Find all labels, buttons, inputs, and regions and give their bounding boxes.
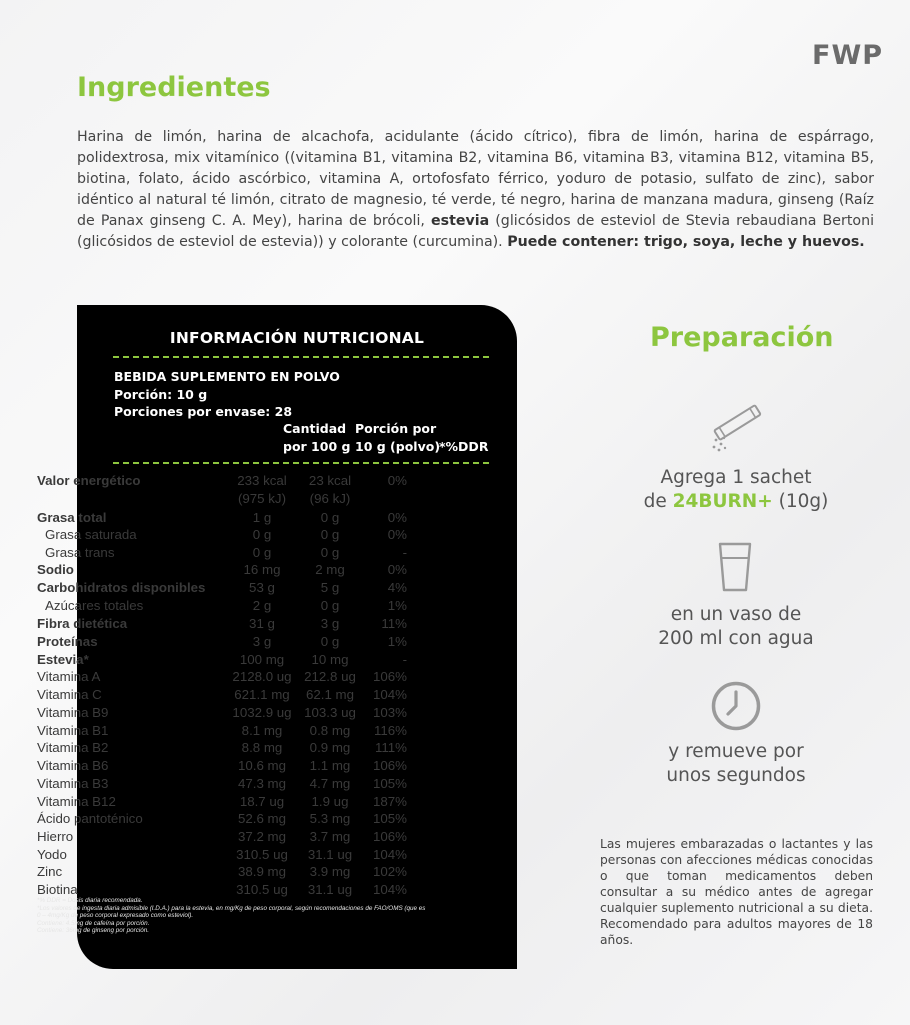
nutrient-name: Biotina [37,882,78,897]
footnote: *Los valores de ingesta diaria admisible (I.D.A.) para la estevia, en mg/Kg de peso corporal, según recomendaciones de FAO/OMS (que es 0 – 4mg/Kg de peso corporal expresado como esteviol). [37,904,426,920]
amount-per-portion: 1.9 ug [311,794,349,809]
amount-per-100g: 0 g [252,527,272,542]
ddr-percent: 103% [372,705,407,720]
amount-per-100g: (975 kJ) [237,491,287,506]
ingredients-text-a: Harina de limón, harina de alcachofa, acidulante (ácido cítrico), fibra de limón, harina de espárrago, polidextrosa, mix vitamínico ((vitamina B1, vitamina B2, vitamina B6, vitamina B3, vitamina B12, vitamina B5, biotina, folato, ácido ascórbico, vitamina A, ortofosfato férrico, yoduro de potasio, sulfato de zinc), sabor idéntico al natural té limón, citrato de magnesio, té verde, té negro, harina de manzana madura, ginseng (Raíz de Panax ginseng C. A. Mey), harina de brócoli, [77,129,874,229]
ddr-percent: 111% [374,740,407,755]
amount-per-100g: 53 g [249,580,275,595]
ddr-percent: 106% [372,829,407,844]
nutrition-row [37,829,417,847]
amount-per-100g: 233 kcal [237,473,287,488]
nutrition-row [37,616,417,634]
amount-per-portion: 212.8 ug [304,669,356,684]
divider-header [113,462,489,464]
col-header-amount [283,420,350,456]
nutrient-name: Grasa total [37,510,107,525]
amount-per-100g: 8.1 mg [241,723,283,738]
nutrient-name: Carbohidratos disponibles [37,580,206,595]
nutrient-name: Vitamina C [37,687,102,702]
col-header-ddr: *%DDR [439,439,489,454]
amount-per-portion: 31.1 ug [307,882,353,897]
ingredients-bold-stevia: estevia [431,213,490,229]
nutrient-name: Vitamina B6 [37,758,109,773]
ddr-percent: 0% [387,562,407,577]
ddr-percent: 11% [381,616,407,631]
col-header-portion-line2: 10 g (polvo) [355,439,441,454]
step-2-line2: 200 ml con agua [658,628,814,649]
col-header-portion [355,420,440,456]
ddr-percent: 0% [387,473,407,488]
nutrient-name: Azúcares totales [45,598,144,613]
amount-per-100g: 2 g [252,598,272,613]
ddr-percent: 104% [372,687,407,702]
nutrition-row [37,634,417,652]
amount-per-portion: (96 kJ) [309,491,351,506]
clock-icon [710,680,762,732]
amount-per-100g: 310.5 ug [236,847,288,862]
ddr-percent: 105% [372,811,407,826]
amount-per-portion: 0.8 mg [309,723,351,738]
amount-per-100g: 1032.9 ug [232,705,292,720]
ddr-percent: 1% [387,634,407,649]
divider-top [113,356,489,358]
ddr-percent: 116% [373,723,407,738]
nutrient-name: Vitamina B12 [37,794,116,809]
nutrition-row [37,580,417,598]
nutrient-name: Valor energético [37,473,141,488]
amount-per-100g: 52.6 mg [237,811,287,826]
amount-per-100g: 37.2 mg [237,829,287,844]
amount-per-100g: 3 g [252,634,272,649]
ingredients-allergens: Puede contener: trigo, soya, leche y huevos. [507,234,865,250]
amount-per-portion: 5 g [320,580,340,595]
col-header-amount-line2: por 100 g [283,439,351,454]
step-3-line1: y remueve por [668,741,804,762]
nutrition-row [37,491,417,509]
amount-per-100g: 2128.0 ug [232,669,292,684]
step-1-line2 [600,490,872,514]
ddr-percent: - [402,545,407,560]
nutrition-row [37,758,417,776]
nutrient-name: Yodo [37,847,67,862]
amount-per-portion: 4.7 mg [309,776,351,791]
amount-per-portion: 5.3 mg [309,811,351,826]
amount-per-portion: 0.9 mg [309,740,351,755]
nutrition-row [37,669,417,687]
ddr-percent: - [402,652,407,667]
ingredients-text-c: (glicósidos de esteviol de Stevia rebaudiana Bertoni (glicósidos de esteviol de estevia)) y colorante (curcumina). [77,213,875,250]
nutrient-name: Vitamina B3 [37,776,109,791]
nutrition-row [37,545,417,563]
nutrition-row [37,847,417,865]
footnote: Contiene: 36mg de ginseng por porción. [37,927,150,935]
amount-per-100g: 18.7 ug [239,794,285,809]
amount-per-100g: 100 mg [239,652,285,667]
nutrition-row [37,687,417,705]
col-header-amount-line1: Cantidad [283,421,347,436]
ddr-percent: 106% [372,669,407,684]
step-1-product: 24BURN+ [672,491,773,512]
step-1-text [600,466,872,514]
nutrient-name: Vitamina B1 [37,723,109,738]
ddr-percent: 104% [372,847,407,862]
nutrition-row [37,723,417,741]
ddr-percent: 102% [372,864,407,879]
nutrition-title: INFORMACIÓN NUTRICIONAL [169,329,425,347]
amount-per-100g: 1 g [252,510,272,525]
amount-per-100g: 47.3 mg [237,776,287,791]
nutrient-name: Estevia* [37,652,89,667]
nutrient-name: Grasa saturada [45,527,137,542]
amount-per-100g: 31 g [249,616,275,631]
nutrition-row [37,705,417,723]
amount-per-portion: 0 g [320,527,340,542]
health-warning: Las mujeres embarazadas o lactantes y las personas con afecciones médicas conocidas o que toman medicamentos deben consultar a su médico antes de agregar cualquier suplemento nutricional a su dieta. Recomendado para adultos mayores de 18 años. [600,837,873,947]
footnote: Contiene: 4.5mg de cafeína por porción. [37,919,150,927]
amount-per-100g: 310.5 ug [236,882,288,897]
nutrient-name: Hierro [37,829,74,844]
product-type: BEBIDA SUPLEMENTO EN POLVO [114,369,340,384]
nutrient-name: Vitamina A [37,669,101,684]
amount-per-100g: 38.9 mg [237,864,287,879]
amount-per-100g: 10.6 mg [237,758,287,773]
step-1-pre: de [643,491,673,512]
footnote: *% DDR = Dosis diaria recomendada. [37,897,143,904]
amount-per-100g: 8.8 mg [241,740,283,755]
step-1-post: (10g) [772,491,829,512]
amount-per-portion: 0 g [320,634,340,649]
amount-per-100g: 621.1 mg [234,687,290,702]
amount-per-portion: 10 mg [311,652,349,667]
amount-per-100g: 16 mg [243,562,281,577]
step-3-line2: unos segundos [666,765,806,786]
nutrition-row [37,776,417,794]
step-2-text [600,603,872,651]
amount-per-portion: 3.9 mg [309,864,351,879]
nutrient-name: Vitamina B9 [37,705,109,720]
nutrition-row [37,864,417,882]
ddr-percent: 0% [387,510,407,525]
ddr-percent: 105% [372,776,407,791]
amount-per-portion: 3.7 mg [309,829,351,844]
amount-per-portion: 1.1 mg [309,758,351,773]
brand-logo: FWP [812,40,884,71]
amount-per-portion: 62.1 mg [305,687,355,702]
amount-per-portion: 2 mg [315,562,345,577]
nutrition-row [37,740,417,758]
nutrition-row [37,652,417,670]
amount-per-portion: 0 g [320,510,340,525]
nutrition-row [37,794,417,812]
glass-icon [717,541,753,593]
ddr-percent: 0% [387,527,407,542]
col-header-portion-line1: Porción por [355,421,437,436]
amount-per-portion: 0 g [320,598,340,613]
servings-per-container: Porciones por envase: 28 [114,404,293,419]
ddr-percent: 1% [387,598,407,613]
nutrient-name: Zinc [37,864,63,879]
ddr-percent: 4% [387,580,407,595]
amount-per-portion: 31.1 ug [307,847,353,862]
nutrition-row [37,527,417,545]
amount-per-portion: 3 g [320,616,340,631]
step-2-line1: en un vaso de [670,604,802,625]
ddr-percent: 104% [372,882,407,897]
amount-per-portion: 103.3 ug [304,705,356,720]
ddr-percent: 187% [372,794,407,809]
nutrition-row [37,811,417,829]
ddr-percent: 106% [372,758,407,773]
nutrition-row [37,473,417,491]
step-1-line1: Agrega 1 sachet [660,467,812,488]
nutrient-name: Ácido pantoténico [37,811,143,826]
amount-per-portion: 0 g [320,545,340,560]
nutrient-name: Vitamina B2 [37,740,109,755]
portion-size: Porción: 10 g [114,387,208,402]
nutrient-name: Grasa trans [45,545,115,560]
preparation-title: Preparación [650,322,834,353]
nutrient-name: Proteínas [37,634,98,649]
sachet-icon [706,404,764,454]
nutrition-row [37,510,417,528]
nutrition-row [37,598,417,616]
ingredients-text [77,127,874,253]
nutrient-name: Sodio [37,562,74,577]
nutrition-footnotes [37,897,427,935]
ingredients-title: Ingredientes [77,72,271,103]
nutrition-row [37,562,417,580]
nutrient-name: Fibra dietética [37,616,128,631]
amount-per-portion: 23 kcal [308,473,352,488]
step-3-text [600,740,872,788]
amount-per-100g: 0 g [252,545,272,560]
